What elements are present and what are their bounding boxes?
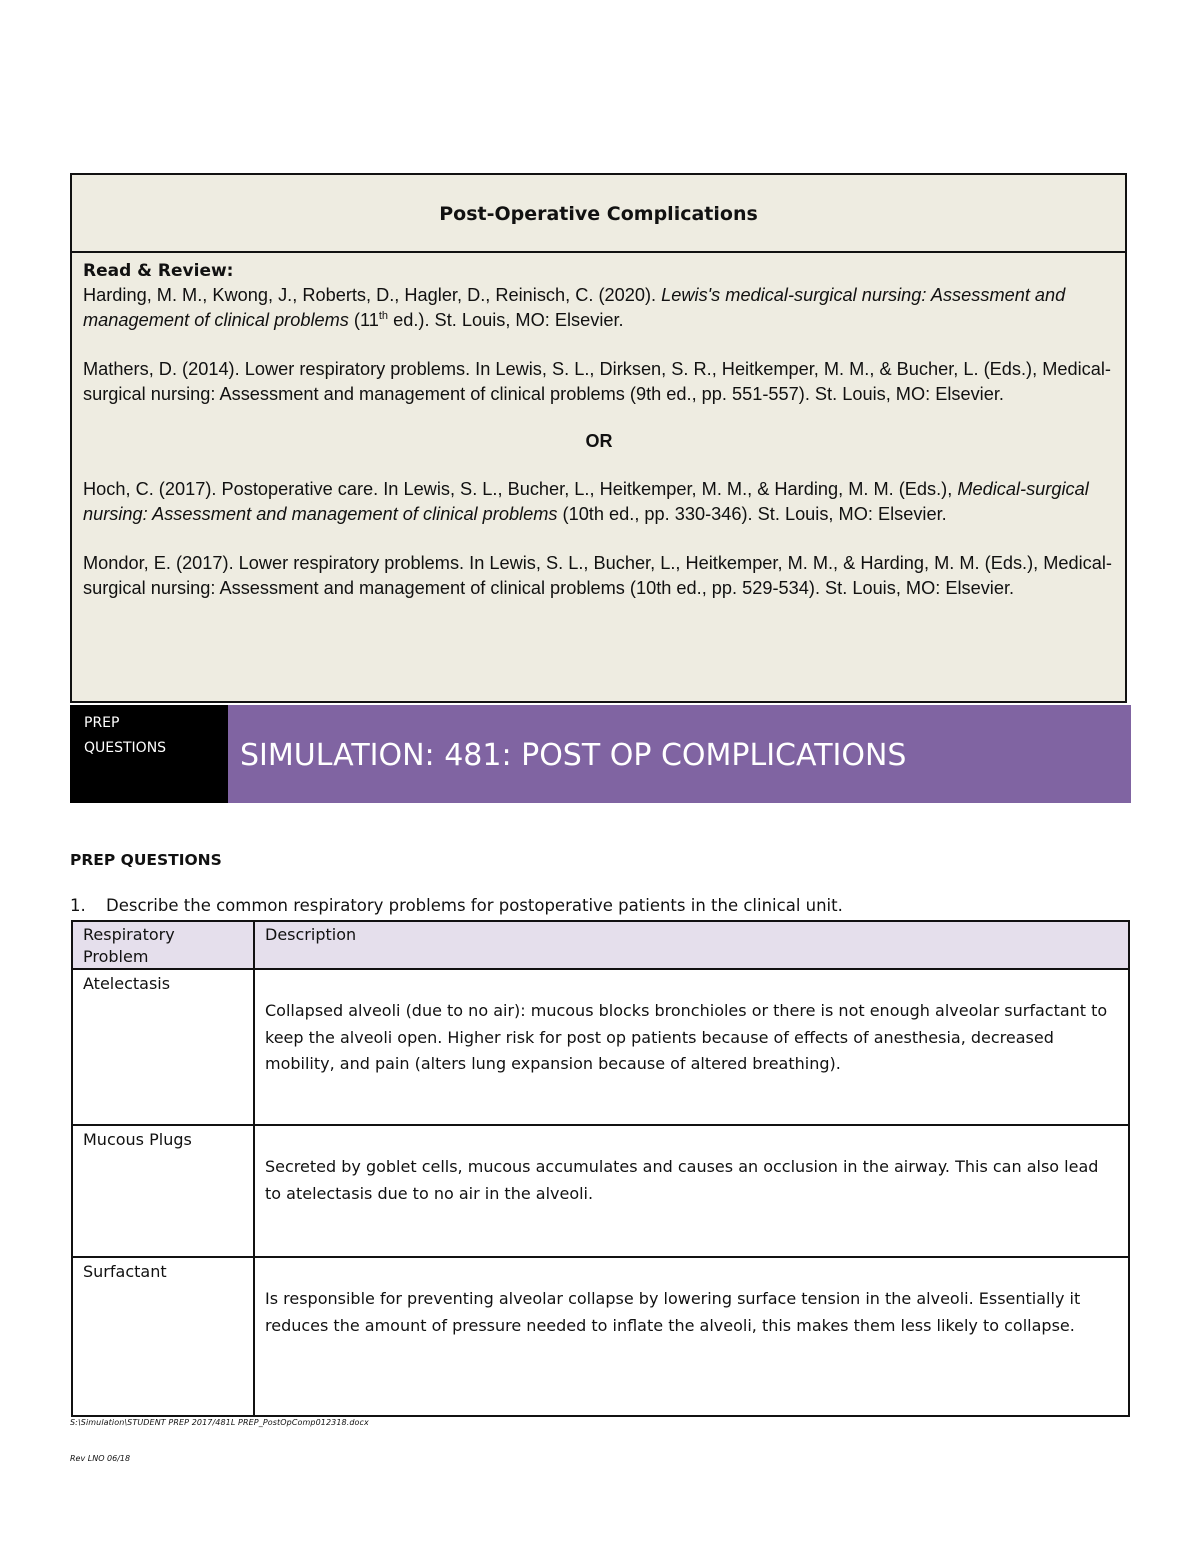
problem-cell: Atelectasis — [72, 969, 254, 1125]
respiratory-problems-table — [71, 920, 1130, 1417]
reading-title: Post-Operative Complications — [72, 175, 1125, 253]
column-header-problem: Respiratory Problem — [72, 921, 254, 969]
banner-title: SIMULATION: 481: POST OP COMPLICATIONS — [228, 705, 1131, 803]
reference-hoch — [83, 477, 1115, 527]
reference-mathers: Mathers, D. (2014). Lower respiratory problems. In Lewis, S. L., Dirksen, S. R., Heitkemper, M. M., & Bucher, L. (Eds.), Medical-surgical nursing: Assessment and management of clinical problems (9th ed., pp. 551-557). St. Louis, MO: Elsevier. — [83, 359, 1111, 404]
ref-text: (11 — [348, 310, 379, 330]
ref-book-title: Medical-surgical nursing: Assessment and management of clinical problems — [83, 479, 1089, 524]
ref-text: (10th ed., pp. 330-346). St. Louis, MO: Elsevier. — [557, 504, 947, 524]
description-cell — [254, 969, 1129, 1125]
ref-text: ed.). St. Louis, MO: Elsevier. — [388, 310, 624, 330]
table-header-row — [72, 921, 1129, 969]
question-1 — [70, 896, 843, 915]
banner-label — [70, 705, 228, 803]
question-number: 1. — [70, 896, 86, 915]
table-row — [72, 1257, 1129, 1416]
description-text: Collapsed alveoli (due to no air): mucous blocks bronchioles or there is not enough alveolar surfactant to keep the alveoli open. Higher risk for post op patients because of effects of anesthesia, decreased mobility, and pain (alters lung expansion because of altered breathing). — [265, 1001, 1108, 1073]
table-row — [72, 969, 1129, 1125]
ref-superscript: th — [378, 309, 389, 322]
table-row — [72, 1125, 1129, 1257]
description-cell — [254, 1257, 1129, 1416]
or-separator: OR — [585, 431, 613, 451]
ref-text: Harding, M. M., Kwong, J., Roberts, D., Hagler, D., Reinisch, C. (2020). — [83, 285, 662, 305]
description-text: Is responsible for preventing alveolar collapse by lowering surface tension in the alveoli. Essentially it reduces the amount of pressure needed to inflate the alveoli, this makes them less likely to collapse. — [265, 1289, 1081, 1335]
problem-cell: Surfactant — [72, 1257, 254, 1416]
footer-revision: Rev LNO 06/18 — [70, 1454, 131, 1463]
reading-body — [72, 253, 1125, 601]
reading-box — [70, 173, 1127, 703]
banner-label-line2: QUESTIONS — [84, 740, 167, 756]
prep-questions-heading: PREP QUESTIONS — [70, 851, 222, 869]
footer-file-path: S:\Simulation\STUDENT PREP 2017/481L PREP_PostOpComp012318.docx — [70, 1418, 369, 1427]
banner-label-line1: PREP — [84, 715, 120, 731]
question-text: Describe the common respiratory problems for postoperative patients in the clinical unit. — [106, 896, 843, 915]
simulation-banner — [70, 705, 1131, 803]
ref-text: Hoch, C. (2017). Postoperative care. In Lewis, S. L., Bucher, L., Heitkemper, M. M., & Harding, M. M. (Eds.), — [83, 479, 958, 499]
read-review-label: Read & Review: — [83, 261, 234, 281]
problem-cell: Mucous Plugs — [72, 1125, 254, 1257]
ref-book-title: Lewis's medical-surgical nursing: Assessment and management of clinical problems — [83, 285, 1066, 330]
description-cell — [254, 1125, 1129, 1257]
column-header-description: Description — [254, 921, 1129, 969]
reference-harding — [83, 283, 1115, 333]
reference-mondor: Mondor, E. (2017). Lower respiratory problems. In Lewis, S. L., Bucher, L., Heitkemper, M. M., & Harding, M. M. (Eds.), Medical-surgical nursing: Assessment and management of clinical problems (10th ed., pp. 529-534). St. Louis, MO: Elsevier. — [83, 553, 1112, 598]
description-text: Secreted by goblet cells, mucous accumulates and causes an occlusion in the airway. This can also lead to atelectasis due to no air in the alveoli. — [265, 1157, 1099, 1203]
